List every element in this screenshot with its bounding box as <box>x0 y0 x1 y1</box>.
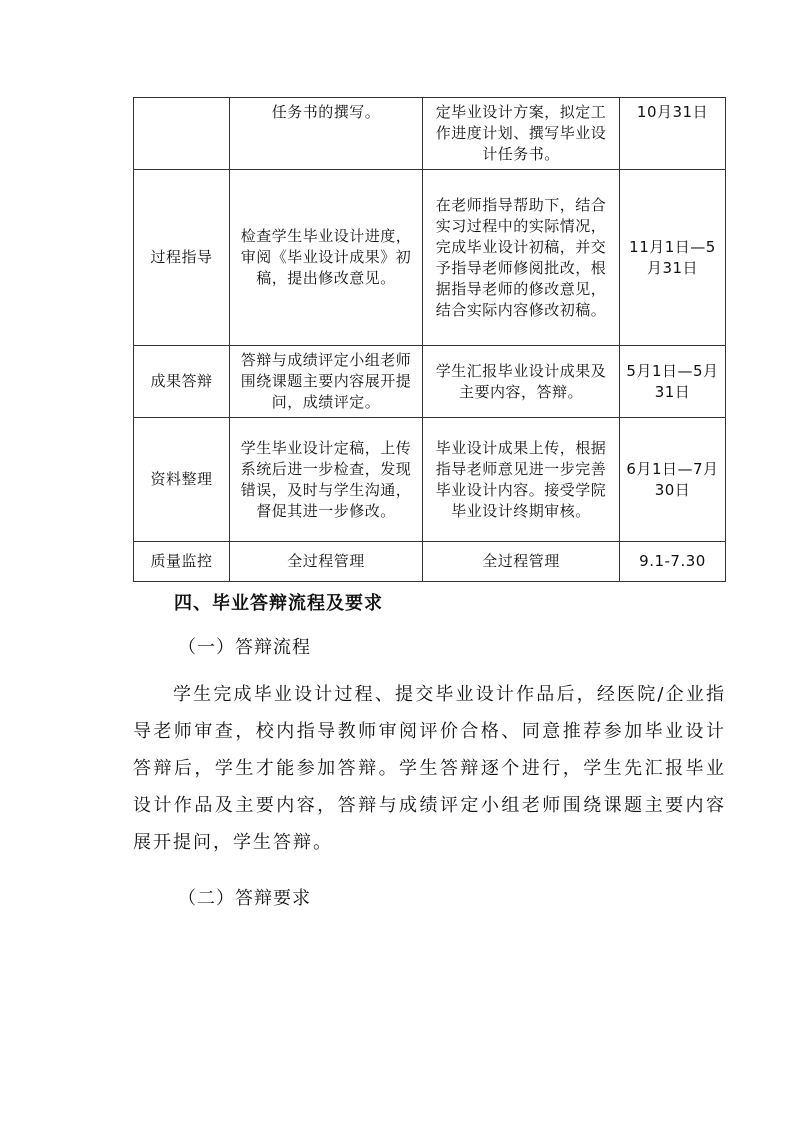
student-task-cell: 全过程管理 <box>423 542 620 582</box>
table-row <box>134 170 726 346</box>
sub-heading-defense-process: （一）答辩流程 <box>178 637 311 658</box>
stage-cell: 质量监控 <box>134 542 230 582</box>
student-task-cell: 毕业设计成果上传，根据指导老师意见进一步完善毕业设计内容。接受学院毕业设计终期审核。 <box>423 418 620 542</box>
teacher-task-cell: 学生毕业设计定稿，上传系统后进一步检查，发现错误，及时与学生沟通，督促其进一步修改。 <box>230 418 423 542</box>
table-row <box>134 418 726 542</box>
schedule-table <box>133 97 726 582</box>
table-row <box>134 542 726 582</box>
defense-process-paragraph: 学生完成毕业设计过程、提交毕业设计作品后，经医院/企业指导老师审查，校内指导教师审阅评价合格、同意推荐参加毕业设计答辩后，学生才能参加答辩。学生答辩逐个进行，学生先汇报毕业设计作品及主要内容，答辩与成绩评定小组老师围绕课题主要内容展开提问，学生答辩。 <box>133 684 726 853</box>
time-cell: 6月1日—7月30日 <box>620 418 726 542</box>
sub-heading-defense-requirements: （二）答辩要求 <box>178 888 311 909</box>
teacher-task-cell: 答辩与成绩评定小组老师围绕课题主要内容展开提问，成绩评定。 <box>230 346 423 418</box>
student-task-cell: 在老师指导帮助下，结合实习过程中的实际情况，完成毕业设计初稿，并交予指导老师修阅批改，根据指导老师的修改意见，结合实际内容修改初稿。 <box>423 170 620 346</box>
table-row <box>134 346 726 418</box>
teacher-task-cell: 检查学生毕业设计进度，审阅《毕业设计成果》初稿，提出修改意见。 <box>230 170 423 346</box>
table-row <box>134 98 726 170</box>
student-task-cell: 学生汇报毕业设计成果及主要内容，答辩。 <box>423 346 620 418</box>
stage-cell <box>134 98 230 170</box>
stage-cell: 成果答辩 <box>134 346 230 418</box>
stage-cell: 过程指导 <box>134 170 230 346</box>
time-cell: 10月31日 <box>620 98 726 170</box>
stage-cell: 资料整理 <box>134 418 230 542</box>
teacher-task-cell: 全过程管理 <box>230 542 423 582</box>
student-task-cell: 定毕业设计方案，拟定工作进度计划、撰写毕业设计任务书。 <box>423 98 620 170</box>
time-cell: 9.1-7.30 <box>620 542 726 582</box>
teacher-task-cell: 任务书的撰写。 <box>230 98 423 170</box>
section-heading: 四、毕业答辩流程及要求 <box>174 593 383 614</box>
time-cell: 11月1日—5月31日 <box>620 170 726 346</box>
time-cell: 5月1日—5月31日 <box>620 346 726 418</box>
